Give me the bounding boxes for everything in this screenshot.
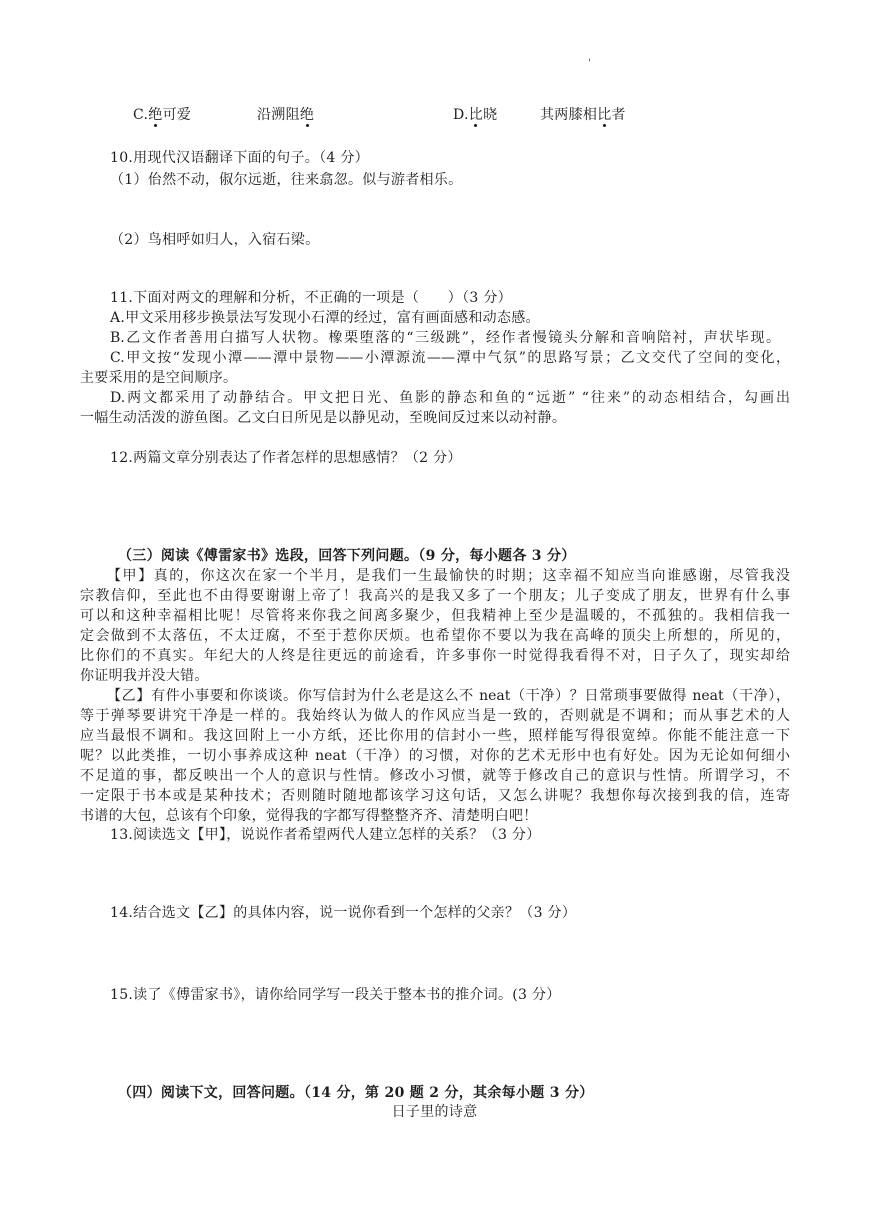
passage-a-line-3: 可以和这种幸福相比呢！尽管将来你我之间离多聚少，但我精神上至少是温暖的，不孤独的。我相信我一: [80, 608, 790, 624]
q11-option-c-line-2: 主要采用的是空间顺序。: [80, 370, 238, 386]
q9-option-d-word-rest: 晓: [483, 107, 498, 123]
q9-option-c-word-rest: 可爱: [162, 107, 192, 123]
passage-a-line-2: 宗教信仰，至此也不由得要谢谢上帝了！我高兴的是我又多了一个朋友；儿子变成了朋友，世界有什么事: [80, 588, 790, 604]
passage-b-line-4: 呢？以此类推，一切小事养成这种 neat（干净）的习惯，对你的艺术无形中也有好处。因为无论如何细小: [80, 748, 790, 764]
q11-option-d-line-1: D.两文都采用了动静结合。甲文把日光、鱼影的静态和鱼的“远逝” “往来”的动态相结合，勾画出: [110, 390, 790, 406]
q10-sentence-2: （2）鸟相呼如归人，入宿石梁。: [110, 232, 320, 248]
q9-option-d-phrase-pre: 其两膝相: [540, 107, 598, 123]
q10-stem: 10.用现代汉语翻译下面的句子。（4 分）: [110, 150, 369, 166]
passage-a-line-4: 定会做到不太落伍，不太迂腐，不至于惹你厌烦。也希望你不要以为我在高峰的顶尖上所想的，所见的，: [80, 628, 790, 644]
passage-a-line-6: 你证明我并没大错。: [80, 668, 209, 684]
q9-option-d-phrase: [540, 105, 626, 129]
passage-b-line-5: 不足道的事，都反映出一个人的意识与性情。修改小习惯，就等于修改自己的意识与性情。所谓学习，不: [80, 768, 790, 784]
stray-mark: ': [588, 58, 591, 69]
q9-option-c-word-dotted-char: 绝: [148, 107, 163, 123]
q9-option-c-phrase-dotted-char: 绝: [299, 107, 315, 123]
q13-stem: 13.阅读选文【甲】，说说作者希望两代人建立怎样的关系？（3 分）: [110, 827, 541, 843]
passage-b-line-1: 【乙】有件小事要和你谈谈。你写信封为什么老是这么不 neat（干净）？日常琐事要做得 neat（干净），: [107, 688, 790, 704]
q9-option-d-label: D.: [453, 107, 469, 123]
q11-option-a: A.甲文采用移步换景法写发现小石潭的经过，富有画面感和动态感。: [110, 310, 540, 326]
q9-option-c-phrase: [257, 105, 314, 129]
passage-b-line-6: 一定限于书本或是某种技术；否则随时随地都该学习这句话，又怎么讲呢？我想你每次接到我的信，连寄: [80, 788, 790, 804]
q11-option-d-line-2: 一幅生动活泼的游鱼图。乙文白日所见是以静见动，至晚间反过来以动衬静。: [80, 410, 567, 426]
q11-option-c-line-1: C.甲文按“发现小潭——潭中景物——小潭源流——潭中气氛”的思路写景；乙文交代了空间的变化，: [110, 350, 790, 366]
q12-stem: 12.两篇文章分别表达了作者怎样的思想感情？（2 分）: [110, 450, 462, 466]
passage-a-line-1: 【甲】真的，你这次在家一个半月，是我们一生最愉快的时期；这幸福不知应当向谁感谢，尽管我没: [107, 568, 790, 584]
q9-option-d-word: [453, 105, 497, 129]
passage-b-line-2: 等于弹琴要讲究干净是一样的。我始终认为做人的作风应当是一致的，否则就是不调和；而从事艺术的人: [80, 708, 790, 724]
q9-option-d-word-dotted-char: 比: [468, 107, 484, 123]
passage-b-line-3: 应当最恨不调和。我这回附上一小方纸，还比你用的信封小一些，照样能写得很宽绰。你能不能注意一下: [80, 728, 790, 744]
q9-option-d-phrase-dotted-char: 比: [597, 107, 612, 123]
section3-heading: （三）阅读《傅雷家书》选段，回答下列问题。（9 分，每小题各 3 分）: [118, 548, 576, 564]
q14-stem: 14.结合选文【乙】的具体内容，说一说你看到一个怎样的父亲？（3 分）: [110, 905, 577, 921]
section4-heading: （四）阅读下文，回答问题。（14 分，第 20 题 2 分，其余每小题 3 分）: [118, 1085, 594, 1101]
passage-b-line-7: 书谱的大包，总该有个印象，觉得我的字都写得整整齐齐、清楚明白吧！: [80, 808, 538, 824]
q10-sentence-1: （1）佁然不动，俶尔远逝，往来翕忽。似与游者相乐。: [110, 172, 463, 188]
q11-option-b: B.乙文作者善用白描写人状物。橡栗堕落的“三级跳”，经作者慢镜头分解和音响陪衬，声状毕现。: [110, 330, 780, 346]
q9-option-d-phrase-post: 者: [611, 107, 626, 123]
q15-stem: 15.读了《傅雷家书》，请你给同学写一段关于整本书的推介词。(3 分）: [110, 987, 561, 1003]
q9-option-c-label: C.: [133, 107, 149, 123]
q9-option-c-phrase-pre: 沿溯阻: [257, 107, 300, 123]
q9-option-c-word: [133, 105, 191, 129]
passage-a-line-5: 比你们的不真实。年纪大的人终是往更远的前途看，许多事你一时觉得我看得不对，日子久了，现实却给: [80, 648, 790, 664]
q11-stem: 11.下面对两文的理解和分析，不正确的一项是（ ）（3 分）: [110, 290, 512, 306]
section4-article-title: 日子里的诗意: [391, 1104, 478, 1120]
